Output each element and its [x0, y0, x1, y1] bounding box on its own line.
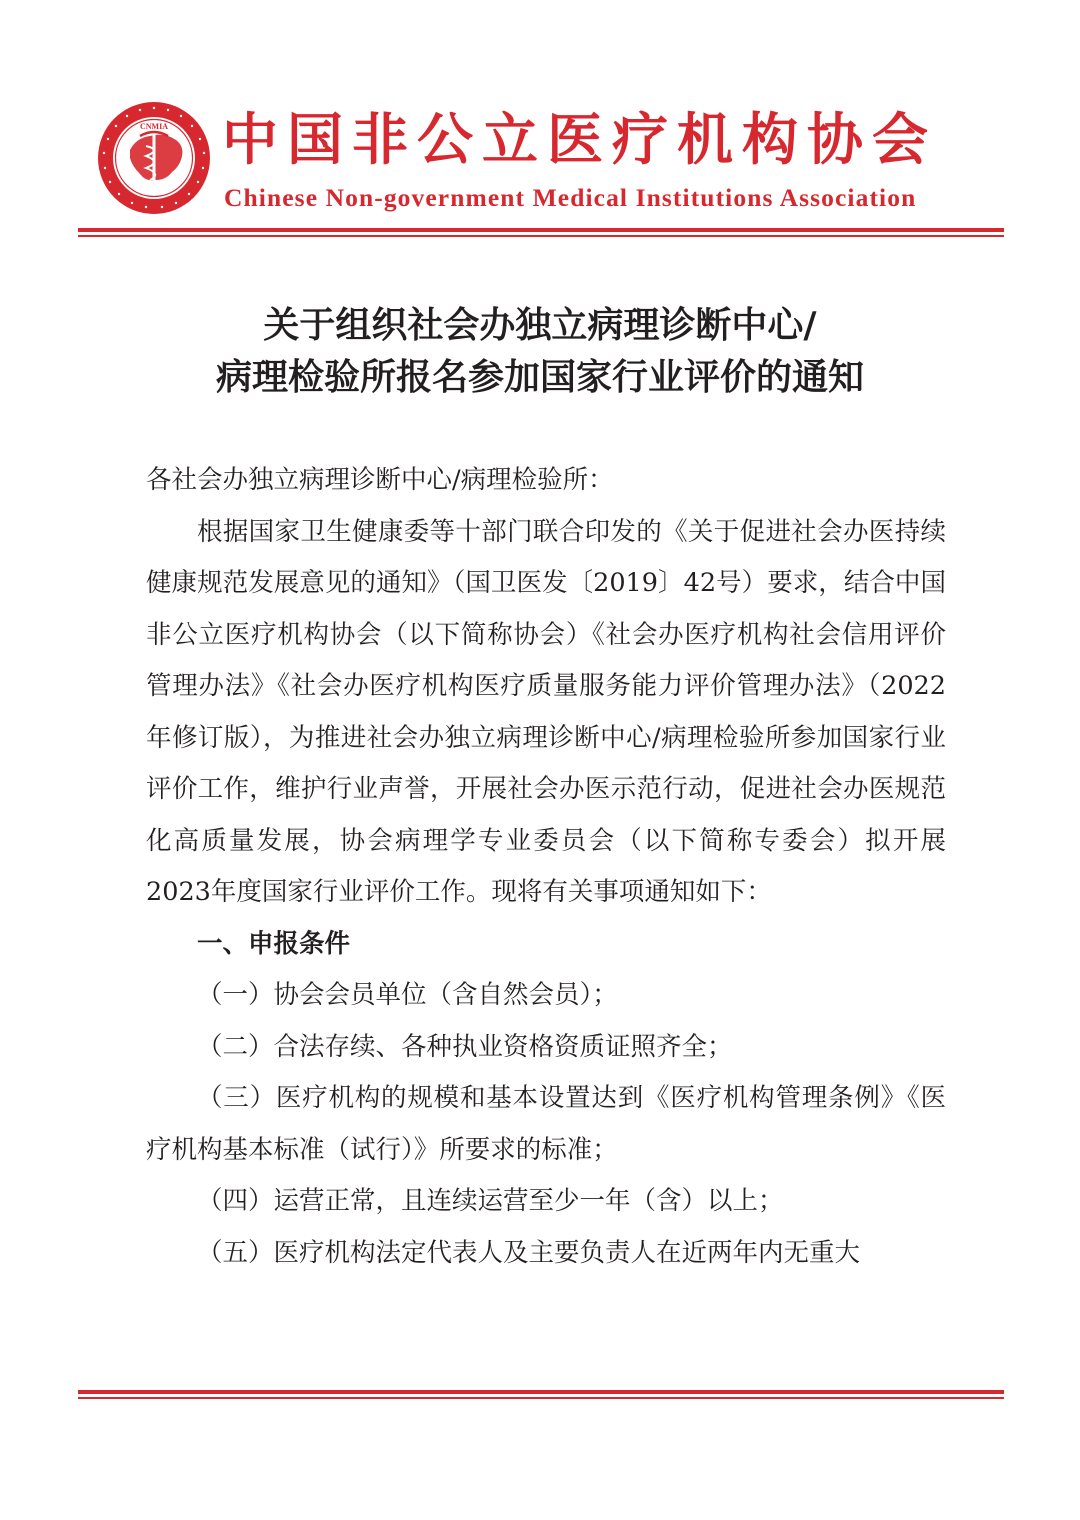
condition-item: （四）运营正常，且连续运营至少一年（含）以上； [197, 1186, 784, 1216]
section-heading-1: 一、申报条件 [197, 928, 351, 959]
seal-abbr-text: CNMIA [140, 122, 168, 131]
letterhead [96, 100, 996, 220]
salutation: 各社会办独立病理诊断中心/病理检验所： [146, 465, 614, 495]
condition-item: （三）医疗机构的规模和基本设置达到《医疗机构管理条例》《医疗机构基本标准（试行）》所要求的标准； [146, 1083, 946, 1165]
header-divider [78, 228, 1004, 237]
association-seal-logo [96, 100, 212, 216]
org-name-chinese: 中国非公立医疗机构协会 [222, 107, 937, 173]
condition-item: （二）合法存续、各种执业资格资质证照齐全； [197, 1031, 733, 1062]
condition-item: （五）医疗机构法定代表人及主要负责人在近两年内无重大 [197, 1237, 861, 1268]
org-name-english: Chinese Non-government Medical Institutions Association [224, 183, 917, 212]
document-title [90, 300, 990, 404]
condition-item: （一）协会会员单位（含自然会员）； [197, 980, 618, 1010]
title-line-1: 关于组织社会办独立病理诊断中心/ [263, 305, 817, 346]
intro-paragraph: 根据国家卫生健康委等十部门联合印发的《关于促进社会办医持续健康规范发展意见的通知》（国卫医发〔2019〕42号）要求，结合中国非公立医疗机构协会（以下简称协会）《社会办医疗机构社会信用评价管理办法》《社会办医疗机构医疗质量服务能力评价管理办法》（2022年修订版），为推进社会办独立病理诊断中心/病理检验所参加国家行业评价工作，维护行业声誉，开展社会办医示范行动，促进社会办医规范化高质量发展，协会病理学专业委员会（以下简称专委会）拟开展2023年度国家行业评价工作。现将有关事项通知如下： [146, 516, 946, 907]
document-body [146, 455, 946, 1279]
title-line-2: 病理检验所报名参加国家行业评价的通知 [215, 357, 864, 398]
footer-divider [78, 1390, 1004, 1399]
